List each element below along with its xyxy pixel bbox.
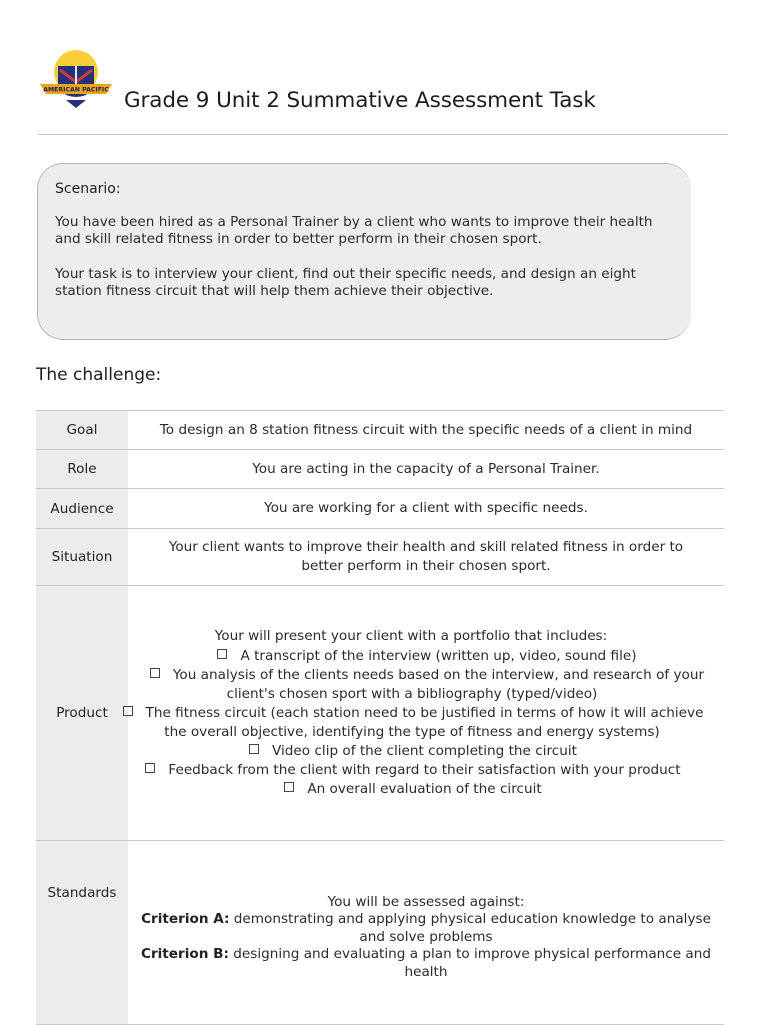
table-row-goal [36,411,724,450]
list-item: You analysis of the clients needs based on the interview, and research of your client's chosen sport with a bibliography (typed/video) [112,666,712,704]
scenario-paragraph-2: Your task is to interview your client, find out their specific needs, and design an eight station fitness circuit that will help them achieve their objective. [55,266,636,299]
checkbox-icon [123,706,133,716]
role-value: You are acting in the capacity of a Personal Trainer. [128,450,724,489]
table-row-audience [36,489,724,529]
table-row-standards [36,841,724,1025]
product-intro: Your will present your client with a portfolio that includes: [214,628,608,644]
list-item: Feedback from the client with regard to their satisfaction with your product [112,761,712,780]
product-value [128,586,724,841]
goal-value: To design an 8 station fitness circuit with the specific needs of a client in mind [128,411,724,450]
school-logo [36,46,116,118]
table-row-role [36,450,724,489]
checkbox-icon [249,744,259,754]
logo-text: AMERICAN PACIFIC [43,86,109,94]
standards-label: Standards [36,841,128,1025]
table-row-product [36,586,724,841]
list-item: A transcript of the interview (written up, video, sound file) [140,647,712,666]
grasps-table [36,410,724,1025]
standards-value [128,841,724,1025]
scenario-box [37,163,691,340]
standards-intro: You will be assessed against: [327,893,525,910]
scenario-heading: Scenario: [55,181,121,197]
product-label: Product [36,586,128,841]
checkbox-icon [150,668,160,678]
challenge-heading: The challenge: [36,365,162,385]
situation-label: Situation [36,529,128,586]
criterion-a: Criterion A: demonstrating and applying physical education knowledge to analyse and solve problems [141,911,711,945]
table-row-situation [36,529,724,586]
situation-value: Your client wants to improve their health and skill related fitness in order to better perform in their chosen sport. [128,529,724,586]
audience-value: You are working for a client with specific needs. [128,489,724,529]
checkbox-icon [145,763,155,773]
checkbox-icon [217,649,227,659]
list-item: An overall evaluation of the circuit [112,780,712,799]
scenario-paragraph-1: You have been hired as a Personal Trainer by a client who wants to improve their health and skill related fitness in order to better perform in their chosen sport. [55,214,653,247]
role-label: Role [36,450,128,489]
criterion-b: Criterion B: designing and evaluating a plan to improve physical performance and health [140,946,712,980]
audience-label: Audience [36,489,128,529]
checkbox-icon [284,782,294,792]
document-title: Grade 9 Unit 2 Summative Assessment Task [124,88,596,113]
goal-label: Goal [36,411,128,450]
title-divider [38,134,728,135]
list-item: The fitness circuit (each station need to be justified in terms of how it will achieve the overall objective, identifying the type of fitness and energy systems) [112,704,712,742]
list-item: Video clip of the client completing the circuit [112,742,712,761]
